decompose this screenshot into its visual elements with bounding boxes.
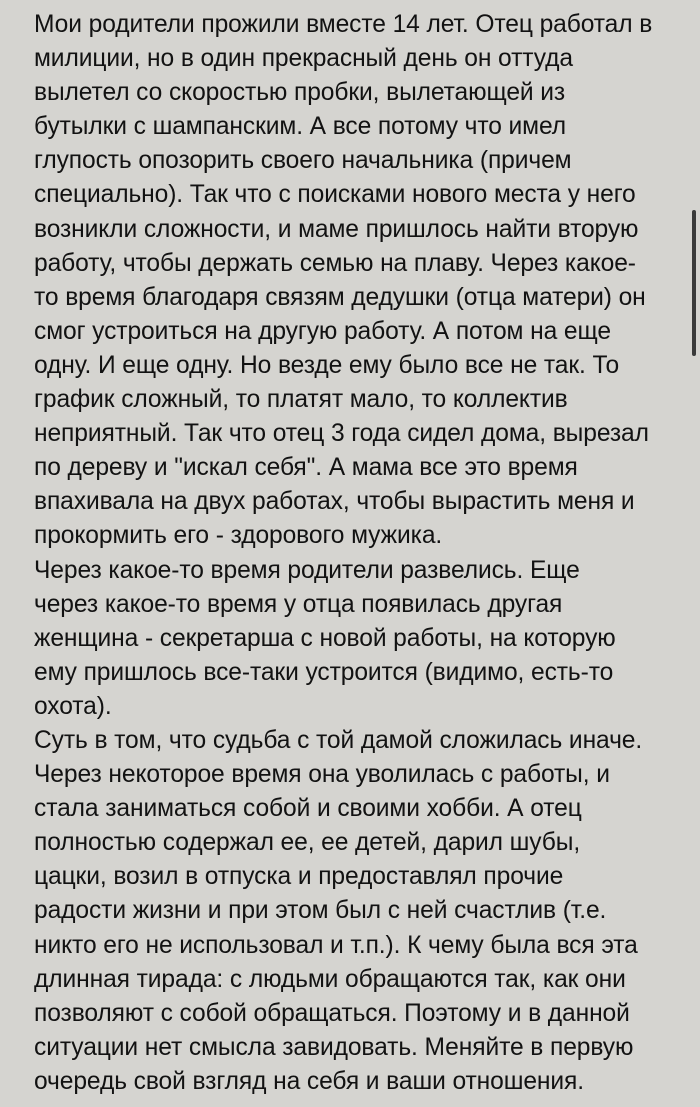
- text-line: ситуации нет смысла завидовать. Меняйте в первую: [34, 1033, 634, 1061]
- text-line: охота).: [34, 692, 112, 720]
- text-line: смог устроиться на другую работу. А потом на еще: [34, 317, 611, 345]
- text-line: ему пришлось все-таки устроится (видимо, есть-то: [34, 658, 614, 686]
- text-line: неприятный. Так что отец 3 года сидел дома, вырезал: [34, 420, 649, 448]
- text-line: милиции, но в один прекрасный день он оттуда: [34, 45, 573, 73]
- text-line: через какое-то время у отца появилась другая: [34, 590, 563, 618]
- text-line: Суть в том, что судьба с той дамой сложилась иначе.: [34, 726, 643, 754]
- text-line: работу, чтобы держать семью на плаву. Через какое-: [34, 249, 636, 277]
- text-line: полностью содержал ее, ее детей, дарил шубы,: [34, 829, 581, 857]
- text-line: цацки, возил в отпуска и предоставлял прочие: [34, 863, 564, 891]
- text-line: очередь свой взгляд на себя и ваши отношения.: [34, 1067, 584, 1095]
- text-line: Через некоторое время она уволилась с работы, и: [34, 761, 610, 789]
- text-line: длинная тирада: с людьми обращаются так, как они: [34, 965, 626, 993]
- text-line: никто его не использовал и т.п.). К чему была вся эта: [34, 931, 638, 959]
- text-line: бутылки с шампанским. А все потому что имел: [34, 113, 566, 141]
- text-line: Мои родители прожили вместе 14 лет. Отец работал в: [34, 11, 653, 38]
- text-line: график сложный, то платят мало, то коллектив: [34, 386, 568, 414]
- text-line: женщина - секретарша с новой работы, на которую: [34, 624, 616, 652]
- text-line: глупость опозорить своего начальника (причем: [34, 147, 572, 175]
- article-text: [34, 8, 684, 1099]
- scrollbar-thumb[interactable]: [692, 210, 696, 356]
- text-line: прокормить его - здорового мужика.: [34, 522, 443, 550]
- text-line: позволяют с собой обращаться. Поэтому и в данной: [34, 999, 630, 1027]
- text-line: впахивала на двух работах, чтобы вырастить меня и: [34, 488, 635, 516]
- text-line: одну. И еще одну. Но везде ему было все не так. То: [34, 351, 620, 379]
- text-line: вылетел со скоростью пробки, вылетающей из: [34, 79, 566, 107]
- text-line: Через какое-то время родители развелись. Еще: [34, 556, 580, 584]
- text-line: возникли сложности, и маме пришлось найти вторую: [34, 215, 639, 243]
- text-line: то время благодаря связям дедушки (отца матери) он: [34, 283, 646, 311]
- text-line: по дереву и "искал себя". А мама все это время: [34, 454, 578, 482]
- text-line: стала заниматься собой и своими хобби. А отец: [34, 795, 582, 823]
- text-line: специально). Так что с поисками нового места у него: [34, 181, 636, 209]
- text-line: радости жизни и при этом был с ней счастлив (т.е.: [34, 897, 607, 925]
